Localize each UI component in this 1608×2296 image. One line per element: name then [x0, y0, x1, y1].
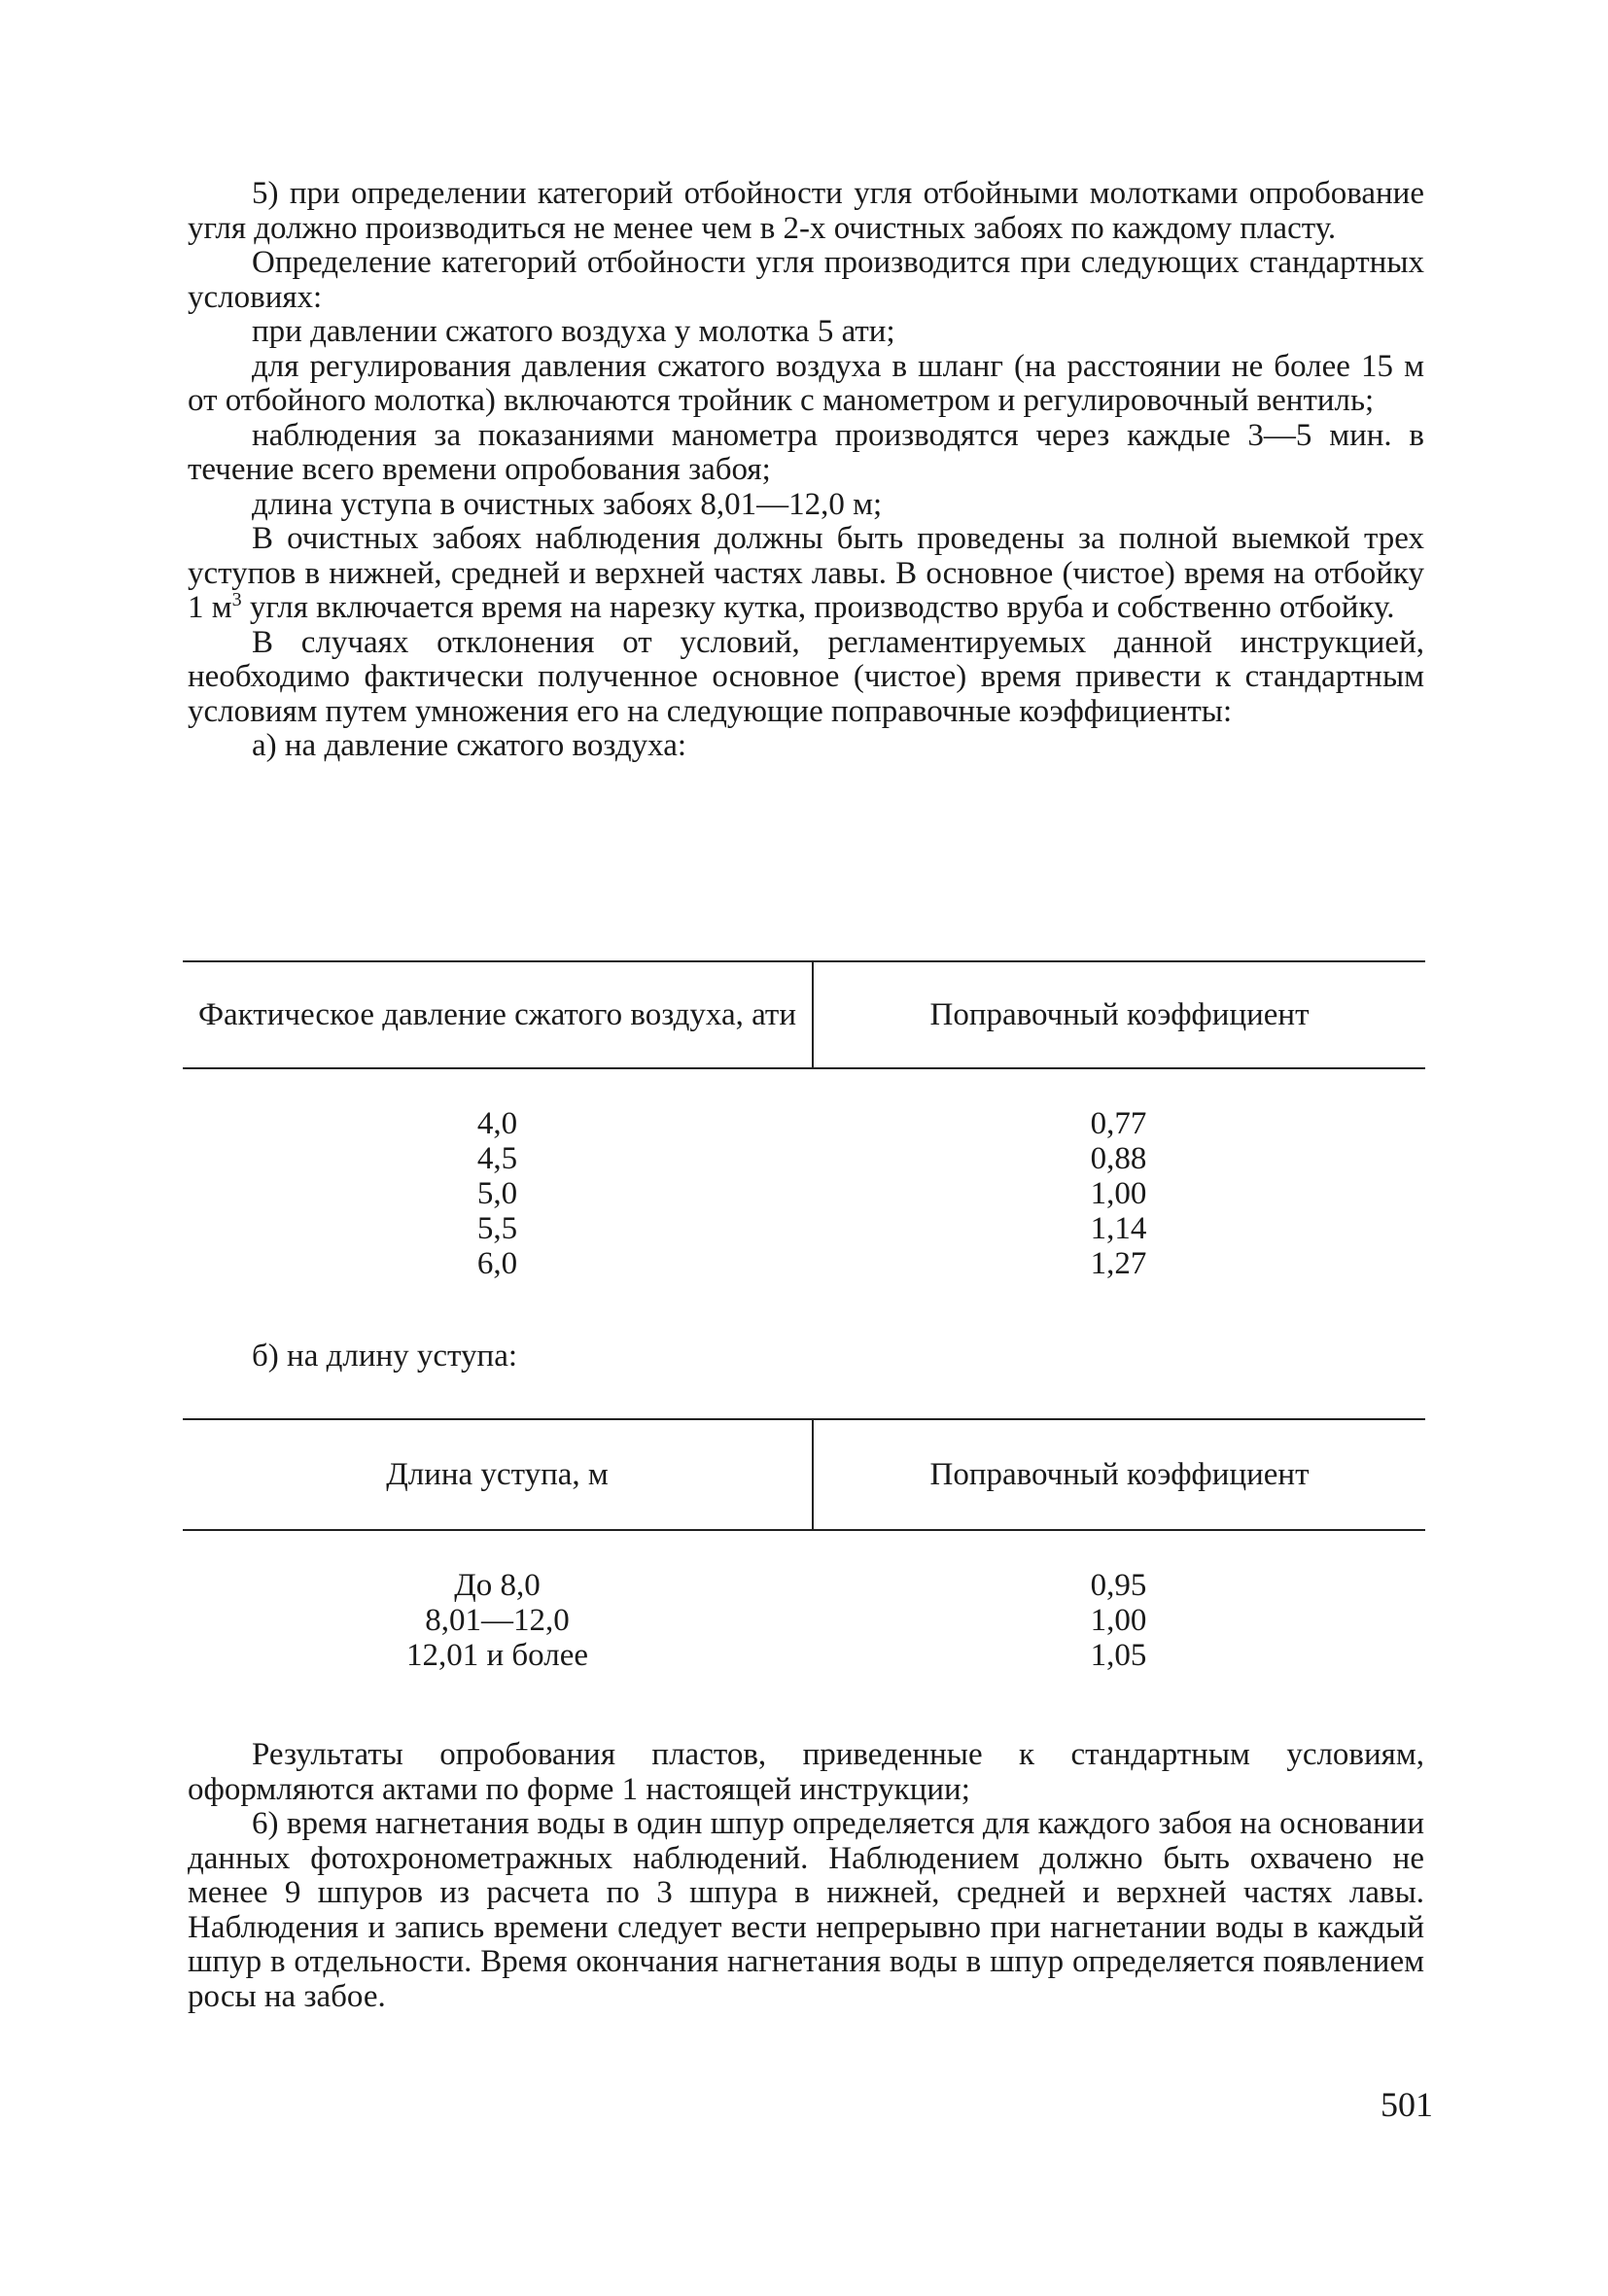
paragraph-deviation: В случаях отклонения от условий, регламентируемых данной инструкцией, необходимо фактически полученное основное (чистое) время привести к стандартным условиям путем умножения его на следующие поправочные коэффициенты: [188, 624, 1424, 729]
cell-pressure: 5,5 [476, 1211, 518, 1246]
cell-coefficient: 1,05 [1090, 1638, 1147, 1673]
paragraph-5: 5) при определении категорий отбойности угля отбойными молотками опробование угля должно производиться не менее чем в 2-х очистных забоях по каждому пласту. [188, 176, 1424, 246]
label-section-a: а) на давление сжатого воздуха: [252, 728, 687, 763]
cell-pressure: 5,0 [476, 1176, 518, 1211]
paragraph-pressure: при давлении сжатого воздуха у молотка 5 ати; [252, 314, 895, 349]
cell-coefficient: 0,88 [1090, 1141, 1147, 1176]
column-pressure-values [183, 1106, 812, 1281]
paragraph-observation: наблюдения за показаниями манометра производятся через каждые 3—5 мин. в течение всего времени опробования забоя; [188, 417, 1424, 487]
closing-text [188, 1738, 1424, 2014]
paragraph-6: 6) время нагнетания воды в один шпур определяется для каждого забоя на основании данных фотохронометражных наблюдений. Наблюдением должно быть охвачено не менее 9 шпуров из расчета по 3 шпура в нижней, средней и верхней частях лавы. Наблюдения и запись времени следует вести непрерывно при нагнетании воды в каждый шпур в отдельности. Время окончания нагнетания воды в шпур определяется появлением росы на забое. [188, 1806, 1424, 2014]
column-coefficient-values [812, 1106, 1425, 1281]
cell-coefficient: 1,00 [1090, 1176, 1147, 1211]
cell-pressure: 4,5 [476, 1141, 518, 1176]
cell-coefficient: 1,14 [1090, 1211, 1147, 1246]
table-bench-length [183, 1418, 1425, 1673]
table-header [183, 962, 1425, 1069]
cell-coefficient: 1,27 [1090, 1246, 1147, 1281]
paragraph-regulation: для регулирования давления сжатого воздуха в шланг (на расстоянии не более 15 м от отбойного молотка) включаются тройник с манометром и регулировочный вентиль; [188, 348, 1424, 418]
cell-length: До 8,0 [454, 1568, 541, 1603]
cell-coefficient: 0,77 [1090, 1106, 1147, 1141]
cell-coefficient: 0,95 [1090, 1568, 1147, 1603]
header-pressure: Фактическое давление сжатого воздуха, ати [183, 962, 814, 1067]
section-b [188, 1339, 1424, 1374]
table-air-pressure [183, 960, 1425, 1281]
header-coefficient: Поправочный коэффициент [929, 997, 1310, 1032]
paragraph-standard-conditions: Определение категорий отбойности угля производится при следующих стандартных условиях: [188, 245, 1424, 315]
cell-coefficient: 1,00 [1090, 1603, 1147, 1638]
intro-text [188, 177, 1424, 764]
column-length-values [183, 1568, 812, 1673]
header-bench-length: Длина уступа, м [183, 1420, 814, 1529]
table-body [183, 1531, 1425, 1673]
table-body [183, 1069, 1425, 1281]
table-header [183, 1420, 1425, 1531]
cell-pressure: 6,0 [476, 1246, 518, 1281]
column-coefficient-values [812, 1568, 1425, 1673]
superscript-cube: 3 [231, 589, 242, 610]
paragraph-results: Результаты опробования пластов, приведенные к стандартным условиям, оформляются актами по форме 1 настоящей инструкции; [188, 1737, 1424, 1807]
paragraph-face-observation [188, 522, 1424, 626]
header-coefficient: Поправочный коэффициент [929, 1457, 1310, 1492]
paragraph-face-observation-part2: угля включается время на нарезку кутка, производство вруба и собственно отбойку. [249, 590, 1395, 625]
paragraph-bench-length: длина уступа в очистных забоях 8,01—12,0 м; [252, 486, 883, 522]
cell-length: 8,01—12,0 [425, 1603, 570, 1638]
cell-pressure: 4,0 [476, 1106, 518, 1141]
label-section-b: б) на длину уступа: [252, 1339, 518, 1374]
cell-length: 12,01 и более [405, 1638, 589, 1673]
paragraph-face-observation-part1: В очистных забоях наблюдения должны быть проведены за полной выемкой трех уступов в нижней, средней и верхней частях лавы. В основное (чистое) время на отбойку 1 м [188, 521, 1424, 625]
page-number: 501 [1381, 2085, 1433, 2124]
